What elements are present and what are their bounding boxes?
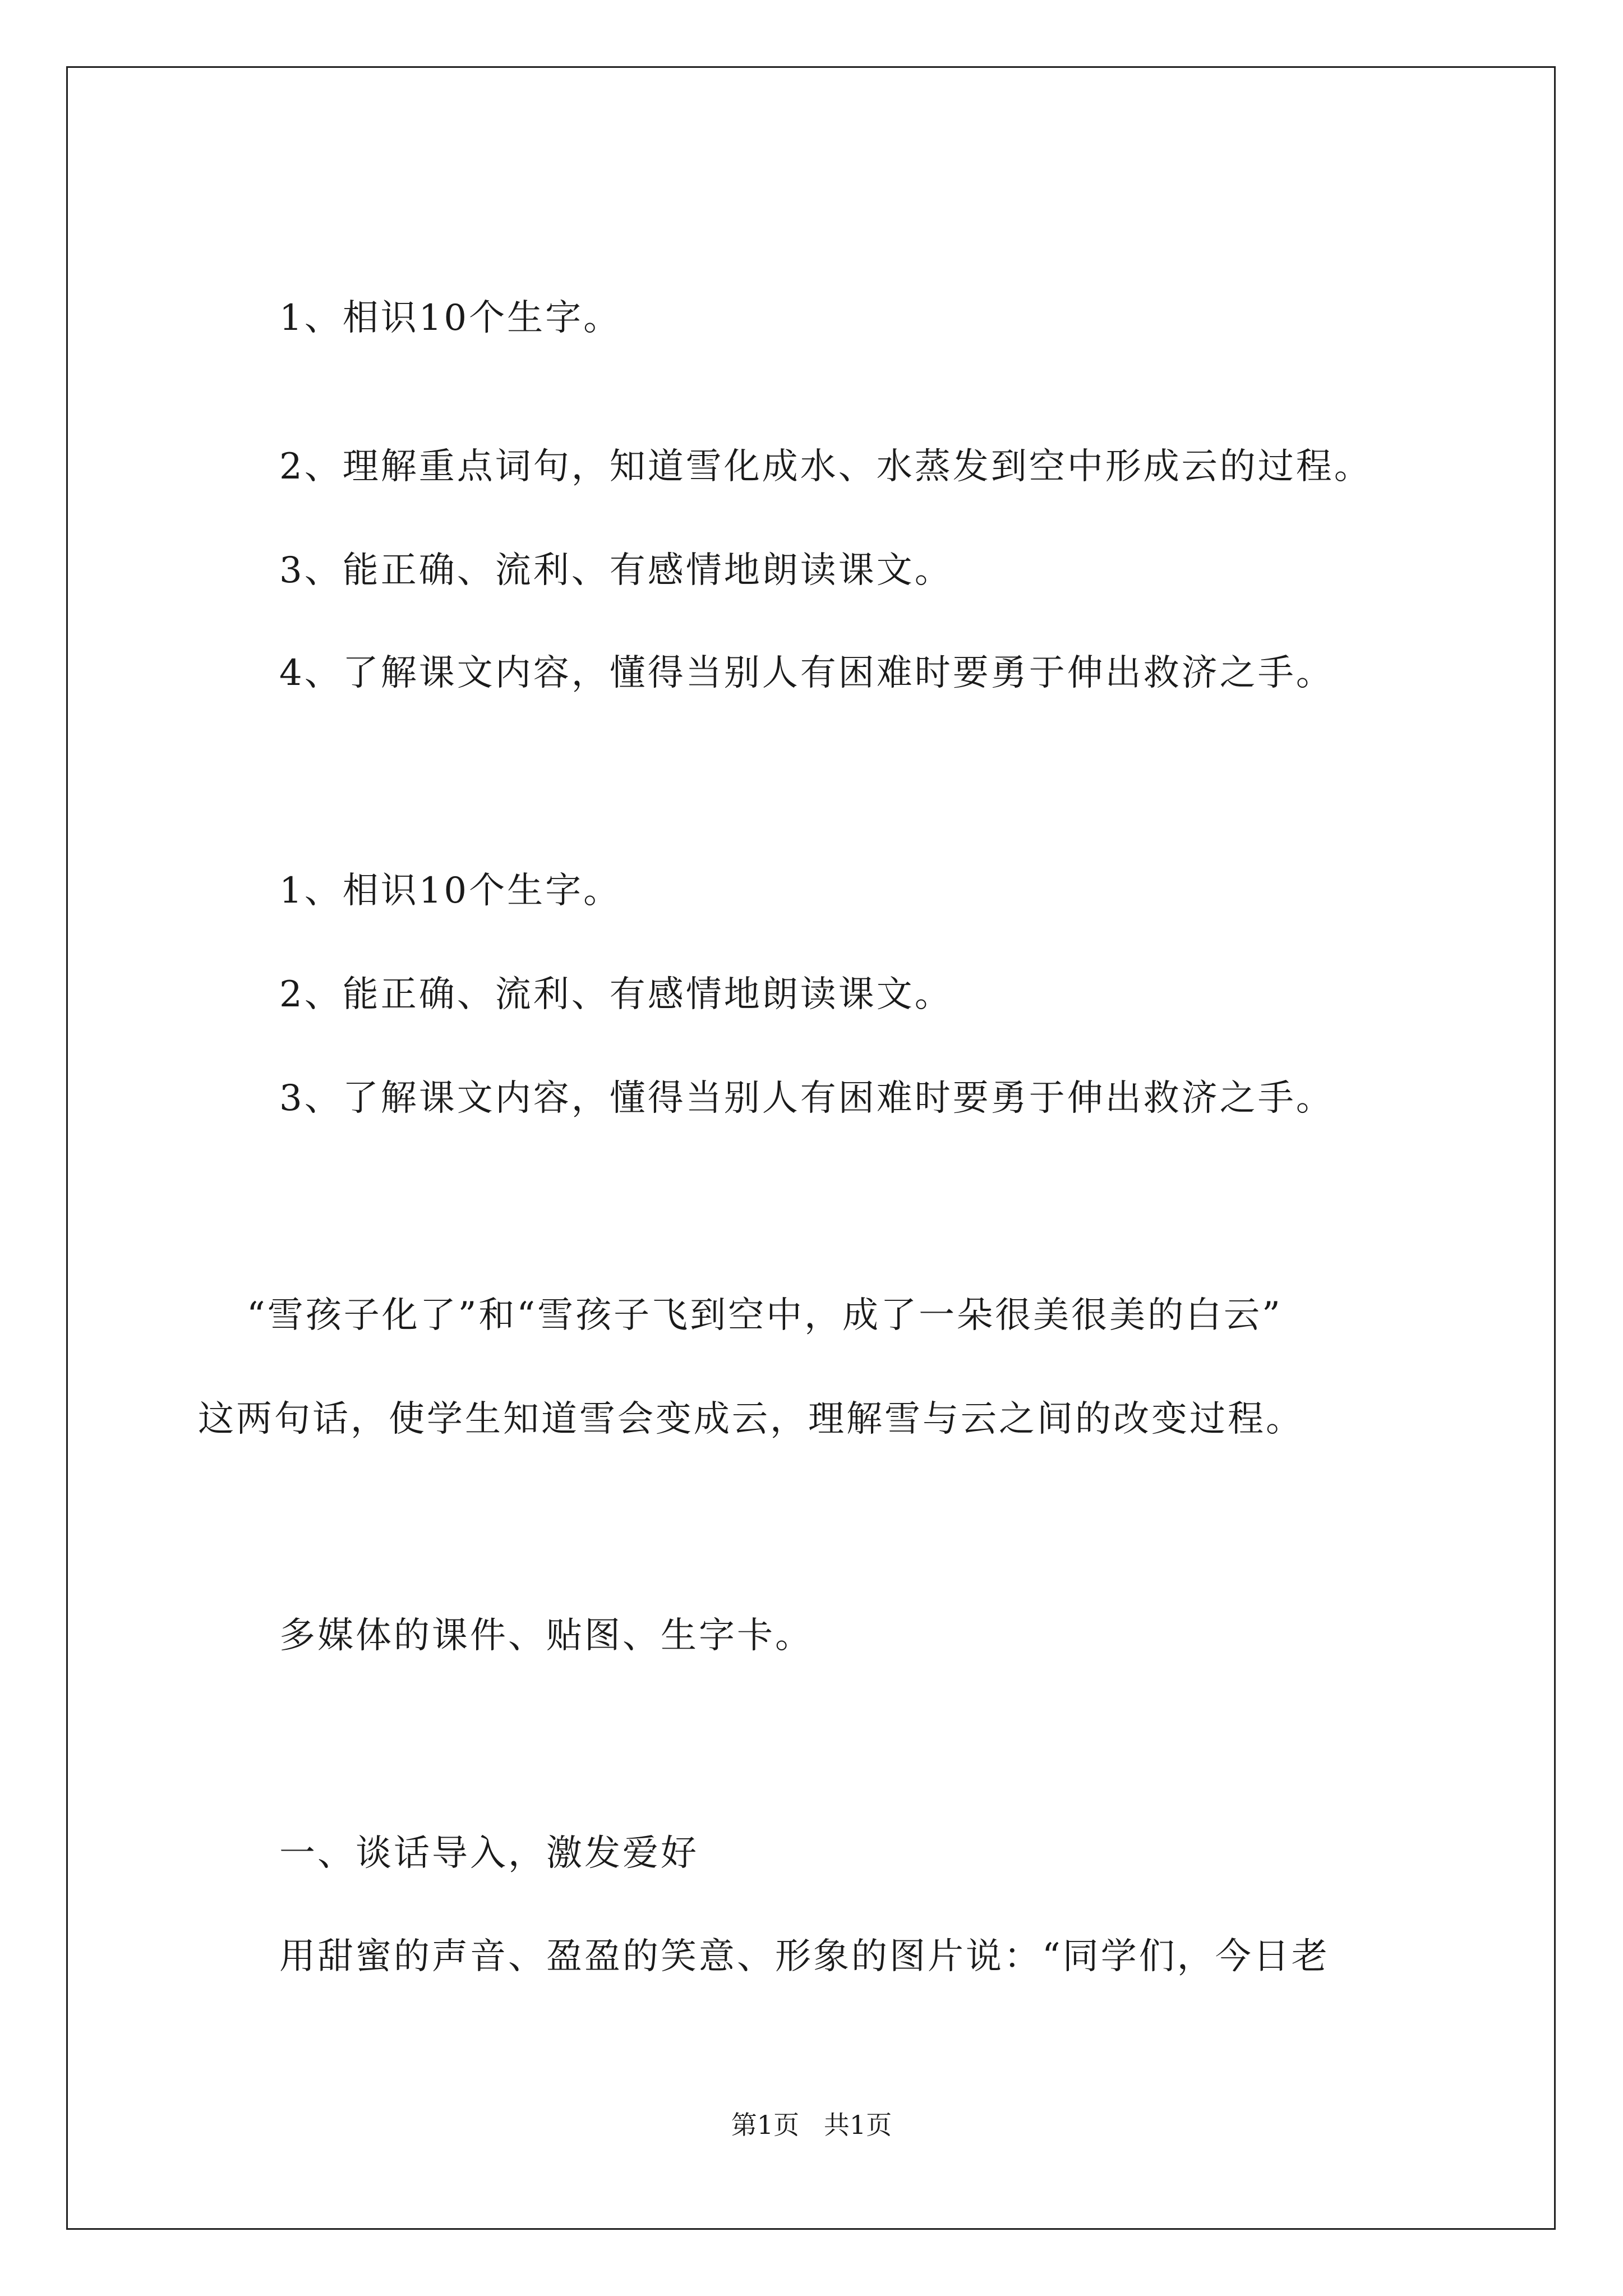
objective-item: 1、相识10个生字。 bbox=[279, 297, 622, 339]
key-point-item: 1、相识10个生字。 bbox=[279, 870, 622, 912]
procedure-heading: 一、谈话导入，激发爱好 bbox=[279, 1833, 699, 1874]
objective-item: 3、能正确、流利、有感情地朗读课文。 bbox=[279, 550, 953, 591]
page-footer: 第1页 共1页 bbox=[731, 2110, 892, 2140]
key-point-item: 2、能正确、流利、有感情地朗读课文。 bbox=[279, 974, 953, 1015]
preparation-text: 多媒体的课件、贴图、生字卡。 bbox=[279, 1615, 813, 1657]
page-border bbox=[66, 66, 1556, 2230]
difficulty-line: 这两句话，使学生知道雪会变成云，理解雪与云之间的改变过程。 bbox=[198, 1398, 1304, 1440]
procedure-text: 用甜蜜的声音、盈盈的笑意、形象的图片说：“同学们，今日老 bbox=[279, 1936, 1330, 1977]
objective-item: 4、了解课文内容，懂得当别人有困难时要勇于伸出救济之手。 bbox=[279, 652, 1334, 694]
difficulty-line: “雪孩子化了”和“雪孩子飞到空中，成了一朵很美很美的白云” bbox=[247, 1295, 1283, 1336]
key-point-item: 3、了解课文内容，懂得当别人有困难时要勇于伸出救济之手。 bbox=[279, 1078, 1334, 1119]
objective-item: 2、理解重点词句，知道雪化成水、水蒸发到空中形成云的过程。 bbox=[279, 446, 1372, 487]
